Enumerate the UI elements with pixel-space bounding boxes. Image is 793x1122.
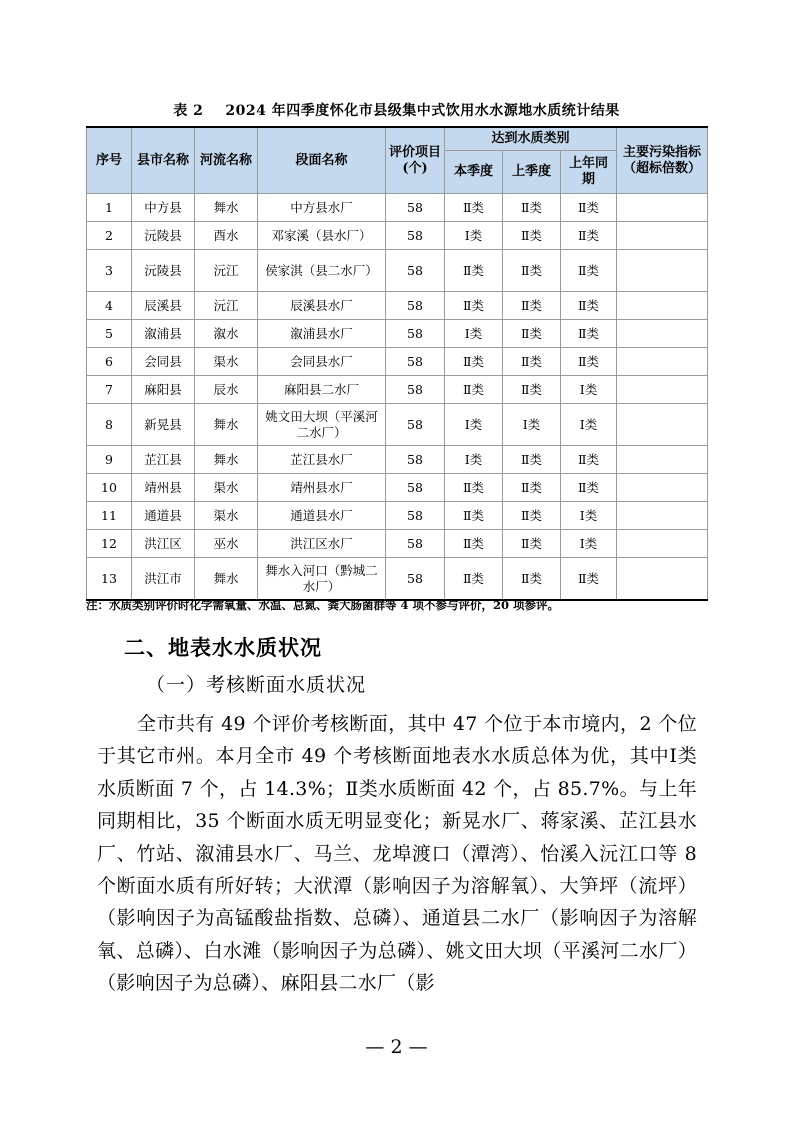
cell-last-quarter: Ⅱ类 <box>503 292 561 320</box>
cell-last-year: Ⅱ类 <box>561 250 617 292</box>
cell-county: 沅陵县 <box>132 222 195 250</box>
cell-last-quarter: Ⅱ类 <box>503 194 561 222</box>
cell-county: 麻阳县 <box>132 376 195 404</box>
header-last-quarter: 上季度 <box>503 151 561 194</box>
table-row <box>87 250 708 292</box>
cell-section: 通道县水厂 <box>258 502 386 530</box>
cell-pollutant <box>617 474 708 502</box>
cell-section: 溆浦县水厂 <box>258 320 386 348</box>
cell-no: 5 <box>87 320 132 348</box>
cell-section: 会同县水厂 <box>258 348 386 376</box>
body-paragraph: 全市共有 49 个评价考核断面，其中 47 个位于本市境内，2 个位于其它市州。本月全市 49 个考核断面地表水水质总体为优，其中Ⅰ类水质断面 7 个，占 14.3%；Ⅱ类水质断面 42 个，占 85.7%。与上年同期相比，35 个断面水质无明显变化；新晃水厂、蒋家溪、芷江县水厂、竹站、溆浦县水厂、马兰、龙埠渡口（潭湾）、怡溪入沅江口等 8 个断面水质有所好转；大洑潭（影响因子为溶解氧）、大笋坪（流坪）（影响因子为高锰酸盐指数、总磷）、通道县二水厂（影响因子为溶解氧、总磷）、白水滩（影响因子为总磷）、姚文田大坝（平溪河二水厂）（影响因子为总磷）、麻阳县二水厂（影 <box>97 713 697 995</box>
cell-last-quarter: Ⅱ类 <box>503 446 561 474</box>
cell-county: 溆浦县 <box>132 320 195 348</box>
table-note: 注：水质类别评价时化学需氧量、水温、总氮、粪大肠菌群等 4 项不参与评价，20 项参评。 <box>86 598 560 612</box>
cell-river: 沅江 <box>195 250 258 292</box>
cell-last-year: Ⅰ类 <box>561 404 617 446</box>
table-row <box>87 474 708 502</box>
table-body <box>87 194 708 601</box>
cell-last-quarter: Ⅱ类 <box>503 320 561 348</box>
cell-last-quarter: Ⅱ类 <box>503 530 561 558</box>
cell-items: 58 <box>386 292 445 320</box>
cell-pollutant <box>617 404 708 446</box>
cell-last-quarter: Ⅱ类 <box>503 502 561 530</box>
table-caption-title: 2024 年四季度怀化市县级集中式饮用水水源地水质统计结果 <box>225 103 620 119</box>
cell-pollutant <box>617 446 708 474</box>
cell-items: 58 <box>386 320 445 348</box>
cell-river: 溆水 <box>195 320 258 348</box>
table-row <box>87 558 708 601</box>
cell-no: 8 <box>87 404 132 446</box>
cell-this-quarter: Ⅱ类 <box>445 348 503 376</box>
cell-items: 58 <box>386 222 445 250</box>
header-this-quarter: 本季度 <box>445 151 503 194</box>
cell-last-year: Ⅱ类 <box>561 474 617 502</box>
cell-county: 中方县 <box>132 194 195 222</box>
cell-no: 2 <box>87 222 132 250</box>
cell-last-quarter: Ⅰ类 <box>503 404 561 446</box>
cell-pollutant <box>617 320 708 348</box>
cell-no: 13 <box>87 558 132 601</box>
header-pollutant: 主要污染指标（超标倍数） <box>617 127 708 194</box>
table-row <box>87 348 708 376</box>
table-caption-number: 表 2 <box>173 103 204 119</box>
cell-items: 58 <box>386 376 445 404</box>
cell-last-year: Ⅱ类 <box>561 348 617 376</box>
cell-items: 58 <box>386 194 445 222</box>
cell-no: 9 <box>87 446 132 474</box>
table-row <box>87 404 708 446</box>
subsection-heading: （一）考核断面水质状况 <box>146 674 367 696</box>
cell-section: 中方县水厂 <box>258 194 386 222</box>
cell-items: 58 <box>386 474 445 502</box>
cell-county: 芷江县 <box>132 446 195 474</box>
cell-this-quarter: Ⅰ类 <box>445 404 503 446</box>
cell-this-quarter: Ⅱ类 <box>445 474 503 502</box>
cell-river: 沅江 <box>195 292 258 320</box>
cell-no: 4 <box>87 292 132 320</box>
cell-river: 舞水 <box>195 404 258 446</box>
table-row <box>87 292 708 320</box>
cell-pollutant <box>617 250 708 292</box>
cell-this-quarter: Ⅱ类 <box>445 558 503 601</box>
cell-this-quarter: Ⅱ类 <box>445 530 503 558</box>
cell-pollutant <box>617 292 708 320</box>
cell-last-year: Ⅱ类 <box>561 292 617 320</box>
cell-pollutant <box>617 194 708 222</box>
header-no: 序号 <box>87 127 132 194</box>
table-row <box>87 376 708 404</box>
cell-no: 7 <box>87 376 132 404</box>
cell-no: 12 <box>87 530 132 558</box>
cell-section: 洪江区水厂 <box>258 530 386 558</box>
cell-river: 舞水 <box>195 558 258 601</box>
cell-section: 姚文田大坝（平溪河二水厂） <box>258 404 386 446</box>
cell-this-quarter: Ⅰ类 <box>445 320 503 348</box>
cell-county: 辰溪县 <box>132 292 195 320</box>
cell-last-quarter: Ⅱ类 <box>503 222 561 250</box>
cell-river: 酉水 <box>195 222 258 250</box>
cell-this-quarter: Ⅱ类 <box>445 502 503 530</box>
cell-last-quarter: Ⅱ类 <box>503 474 561 502</box>
cell-section: 邓家溪（县水厂） <box>258 222 386 250</box>
cell-section: 侯家淇（县二水厂） <box>258 250 386 292</box>
cell-county: 新晃县 <box>132 404 195 446</box>
cell-this-quarter: Ⅱ类 <box>445 292 503 320</box>
cell-no: 6 <box>87 348 132 376</box>
cell-items: 58 <box>386 404 445 446</box>
cell-this-quarter: Ⅱ类 <box>445 250 503 292</box>
cell-last-year: Ⅰ类 <box>561 376 617 404</box>
cell-pollutant <box>617 376 708 404</box>
cell-last-quarter: Ⅱ类 <box>503 558 561 601</box>
cell-river: 辰水 <box>195 376 258 404</box>
header-county: 县市名称 <box>132 127 195 194</box>
cell-this-quarter: Ⅰ类 <box>445 222 503 250</box>
table-row <box>87 530 708 558</box>
cell-last-quarter: Ⅱ类 <box>503 376 561 404</box>
cell-section: 舞水入河口（黔城二水厂） <box>258 558 386 601</box>
cell-last-year: Ⅱ类 <box>561 222 617 250</box>
table-row <box>87 222 708 250</box>
header-river: 河流名称 <box>195 127 258 194</box>
cell-last-year: Ⅱ类 <box>561 558 617 601</box>
cell-section: 靖州县水厂 <box>258 474 386 502</box>
cell-last-year: Ⅰ类 <box>561 530 617 558</box>
cell-county: 洪江市 <box>132 558 195 601</box>
cell-last-year: Ⅱ类 <box>561 446 617 474</box>
cell-river: 渠水 <box>195 474 258 502</box>
cell-no: 3 <box>87 250 132 292</box>
cell-last-year: Ⅱ类 <box>561 194 617 222</box>
table-caption <box>0 100 793 120</box>
cell-county: 会同县 <box>132 348 195 376</box>
cell-pollutant <box>617 558 708 601</box>
cell-this-quarter: Ⅰ类 <box>445 446 503 474</box>
cell-last-quarter: Ⅱ类 <box>503 348 561 376</box>
cell-river: 舞水 <box>195 446 258 474</box>
cell-items: 58 <box>386 530 445 558</box>
cell-river: 巫水 <box>195 530 258 558</box>
cell-items: 58 <box>386 348 445 376</box>
cell-items: 58 <box>386 558 445 601</box>
table-row <box>87 446 708 474</box>
cell-section: 麻阳县二水厂 <box>258 376 386 404</box>
table-row <box>87 502 708 530</box>
cell-items: 58 <box>386 250 445 292</box>
cell-last-year: Ⅱ类 <box>561 320 617 348</box>
cell-last-year: Ⅰ类 <box>561 502 617 530</box>
cell-no: 11 <box>87 502 132 530</box>
section-heading: 二、地表水水质状况 <box>124 635 322 660</box>
cell-last-quarter: Ⅱ类 <box>503 250 561 292</box>
header-items: 评价项目(个) <box>386 127 445 194</box>
cell-river: 舞水 <box>195 194 258 222</box>
table-row <box>87 320 708 348</box>
cell-pollutant <box>617 222 708 250</box>
cell-items: 58 <box>386 502 445 530</box>
cell-pollutant <box>617 530 708 558</box>
cell-section: 辰溪县水厂 <box>258 292 386 320</box>
cell-county: 洪江区 <box>132 530 195 558</box>
page-number: — 2 — <box>365 1036 428 1058</box>
cell-this-quarter: Ⅱ类 <box>445 194 503 222</box>
cell-items: 58 <box>386 446 445 474</box>
cell-this-quarter: Ⅱ类 <box>445 376 503 404</box>
cell-river: 渠水 <box>195 348 258 376</box>
header-last-year: 上年同期 <box>561 151 617 194</box>
table-row <box>87 194 708 222</box>
cell-county: 靖州县 <box>132 474 195 502</box>
cell-pollutant <box>617 348 708 376</box>
cell-no: 10 <box>87 474 132 502</box>
cell-county: 通道县 <box>132 502 195 530</box>
cell-river: 渠水 <box>195 502 258 530</box>
cell-section: 芷江县水厂 <box>258 446 386 474</box>
water-quality-table <box>86 126 708 601</box>
header-section: 段面名称 <box>258 127 386 194</box>
header-category: 达到水质类别 <box>445 127 617 151</box>
cell-no: 1 <box>87 194 132 222</box>
cell-pollutant <box>617 502 708 530</box>
cell-county: 沅陵县 <box>132 250 195 292</box>
